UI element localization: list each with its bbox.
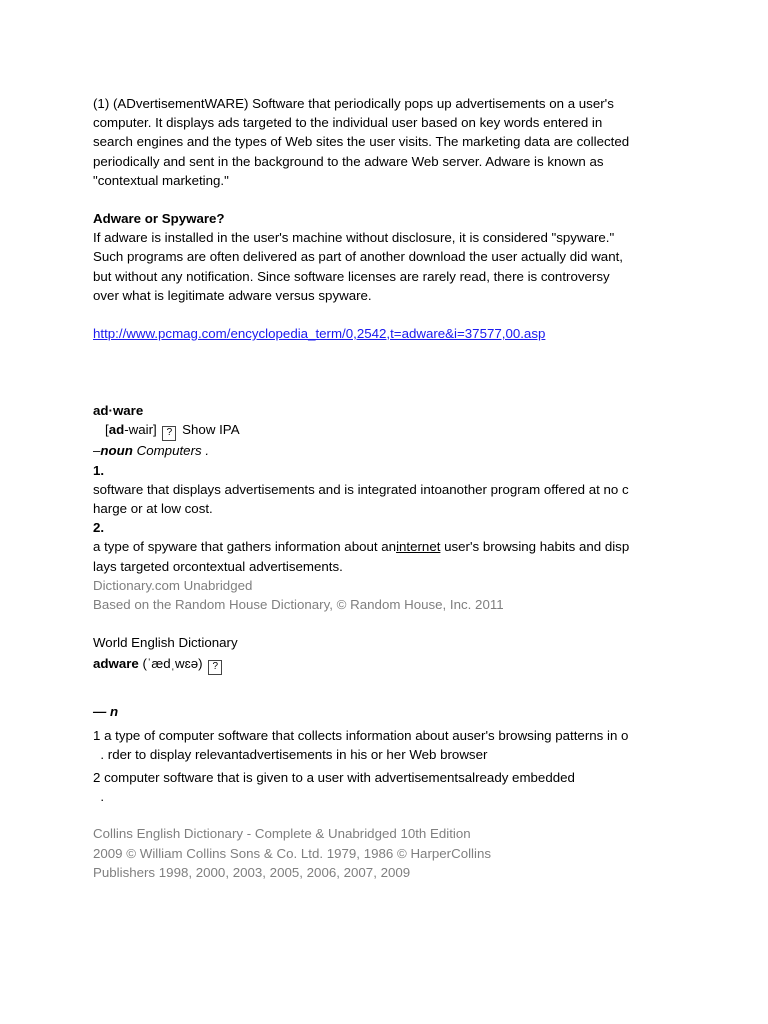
help-icon[interactable]: ?	[208, 660, 222, 675]
headword: adware	[93, 656, 139, 672]
collins-credit: Collins English Dictionary - Complete & Unabridged 10th Edition	[93, 826, 471, 842]
definition-line: 1 a type of computer software that collects information about auser's browsing patterns in o	[93, 727, 629, 743]
pron-rest: -wair]	[124, 422, 157, 438]
intro-line: computer. It displays ads targeted to the individual user based on key words entered in	[93, 115, 603, 131]
intro-line: periodically and sent in the background to the adware Web server. Adware is known as	[93, 153, 604, 169]
section-line: but without any notification. Since software licenses are rarely read, there is controversy	[93, 268, 610, 284]
intro-line: search engines and the types of Web sites the user visits. The marketing data are collected	[93, 134, 630, 150]
source-link[interactable]: http://www.pcmag.com/encyclopedia_term/0,2542,t=adware&i=37577,00.asp	[93, 326, 546, 342]
internet-link[interactable]: internet	[396, 539, 441, 555]
definition-line: 2 computer software that is given to a user with advertisementsalready embedded	[93, 770, 575, 786]
section-line: Such programs are often delivered as part of another download the user actually did want,	[93, 249, 623, 265]
document-page	[93, 94, 693, 882]
section-line: over what is legitimate adware versus spyware.	[93, 287, 372, 303]
part-of-speech-row: –noun Computers .	[93, 443, 210, 459]
part-of-speech: noun	[100, 443, 133, 459]
section-heading: Adware or Spyware?	[93, 211, 225, 227]
pronunciation-row: [ad-wair] ? Show IPA	[93, 420, 693, 441]
source-credit: Based on the Random House Dictionary, © Random House, Inc. 2011	[93, 597, 504, 613]
usage-field: Computers .	[136, 443, 210, 459]
definition-line: .	[93, 789, 105, 805]
headword: ad·ware	[93, 403, 144, 419]
headword-row	[93, 654, 693, 675]
intro-line: "contextual marketing."	[93, 172, 229, 188]
part-of-speech: — n	[93, 704, 119, 720]
definition-number: 2.	[93, 520, 105, 536]
pron-stress: ad	[108, 422, 125, 438]
section-line: If adware is installed in the user's machine without disclosure, it is considered "spyware."	[93, 230, 615, 246]
collins-credit: 2009 © William Collins Sons & Co. Ltd. 1979, 1986 © HarperCollins	[93, 845, 492, 861]
definition-line: harge or at low cost.	[93, 501, 213, 517]
pronunciation: (ˈædˌwɛə)	[142, 656, 203, 672]
definition-line: . rder to display relevantadvertisements in his or her Web browser	[93, 746, 488, 762]
source-credit: Dictionary.com Unabridged	[93, 577, 253, 593]
dictionary-title: World English Dictionary	[93, 635, 238, 651]
definition-line: lays targeted orcontextual advertisements.	[93, 558, 343, 574]
definition-number: 1.	[93, 462, 105, 478]
intro-line: (1) (ADvertisementWARE) Software that periodically pops up advertisements on a user's	[93, 96, 614, 111]
collins-credit: Publishers 1998, 2000, 2003, 2005, 2006, 2007, 2009	[93, 864, 411, 880]
show-ipa-link[interactable]: Show IPA	[182, 422, 240, 438]
definition-line: software that displays advertisements and is integrated intoanother program offered at no c	[93, 481, 629, 497]
definition-line: a type of spyware that gathers information about aninternet user's browsing habits and disp	[93, 539, 630, 555]
help-icon[interactable]: ?	[162, 426, 176, 441]
